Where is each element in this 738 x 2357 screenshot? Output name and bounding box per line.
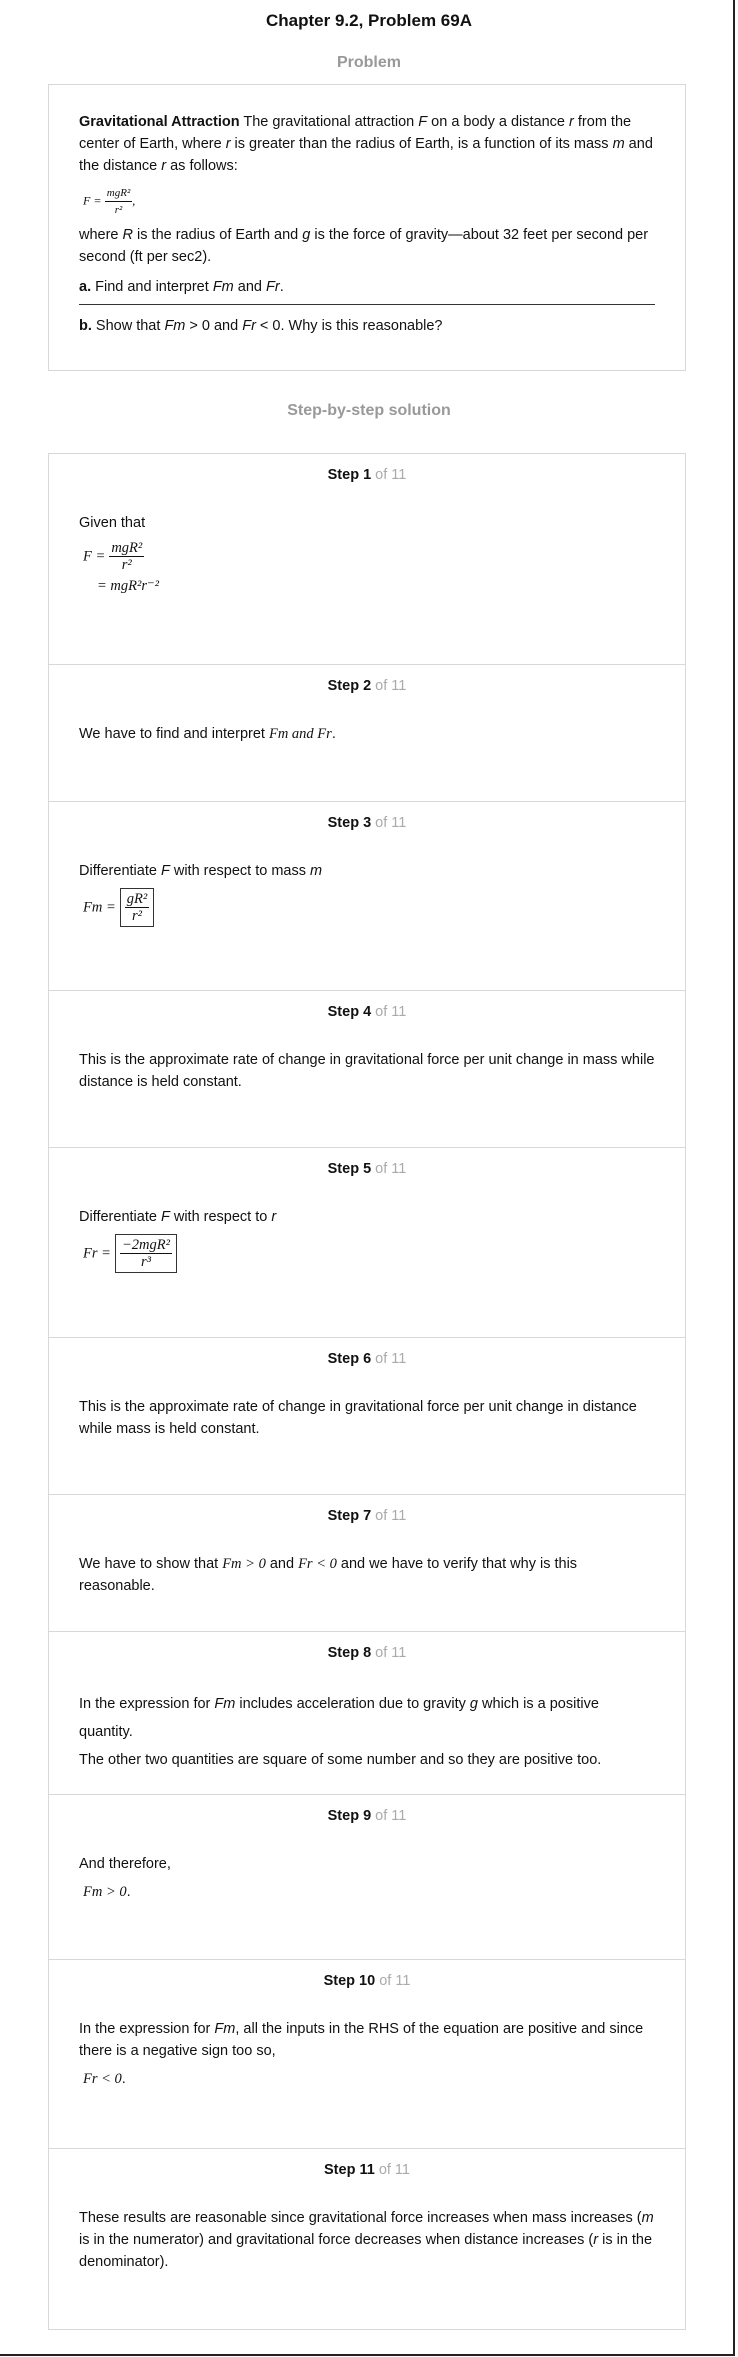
problem-text: Show that	[91, 318, 165, 334]
step-text: and	[265, 1556, 299, 1572]
step-count: of 11	[378, 2162, 410, 2178]
step-text: In the expression for	[79, 1696, 215, 1712]
step-header	[49, 464, 685, 486]
step-count: of 11	[375, 1004, 407, 1020]
problem-text: and the distance	[79, 136, 653, 174]
var-Fm: Fm	[212, 279, 234, 295]
eq-fraction	[109, 540, 144, 573]
step-text: is in the denominator).	[79, 2232, 653, 2270]
formula-den: r²	[114, 204, 123, 216]
step-text: , all the inputs in the RHS of the equation are positive and since there is a negative sign too so,	[79, 2021, 644, 2059]
problem-text: > 0 and	[185, 318, 243, 334]
step-header	[49, 1505, 685, 1527]
problem-where	[79, 224, 655, 268]
var-m: m	[612, 136, 625, 152]
step-2	[49, 665, 685, 802]
step-text	[79, 1690, 655, 1746]
var-R: R	[122, 227, 134, 243]
problem-statement	[79, 111, 655, 177]
var-g: g	[302, 227, 311, 243]
problem-text: on a body a distance	[427, 114, 570, 130]
var-r: r	[225, 136, 231, 152]
var-Fm: Fm	[214, 2021, 236, 2037]
step-header	[49, 675, 685, 697]
eq-fraction	[125, 891, 149, 924]
eq-den: r³	[140, 1254, 151, 1270]
step-text: .	[126, 1884, 131, 1900]
step-text: These results are reasonable since gravitational force increases when mass increases (	[79, 2210, 642, 2226]
step-count: of 11	[375, 678, 407, 694]
step-count: of 11	[379, 1973, 411, 1989]
problem-text: from the center of Earth, where	[79, 114, 632, 152]
step-text: Differentiate	[79, 863, 161, 879]
step-label: Step 2	[327, 678, 372, 694]
var-Fm: Fm	[214, 1696, 236, 1712]
step-text: And therefore,	[79, 1856, 171, 1872]
step-label: Step 10	[323, 1973, 376, 1989]
divider	[79, 304, 655, 305]
math-expr: Fr < 0	[298, 1556, 337, 1572]
step-text: .	[331, 726, 336, 742]
math-expr: Fm and Fr	[268, 726, 332, 742]
step-6	[49, 1338, 685, 1495]
step-header	[49, 1805, 685, 1827]
step-label: Step 8	[327, 1645, 372, 1661]
step-text	[79, 860, 655, 882]
math-expr: Fm > 0	[222, 1556, 266, 1572]
problem-text: where	[79, 227, 123, 243]
step-7	[49, 1495, 685, 1632]
step-count: of 11	[375, 1351, 407, 1367]
step-4	[49, 991, 685, 1148]
equation: = mgR²r⁻²	[97, 578, 159, 594]
step-header	[49, 2159, 685, 2181]
var-g: g	[469, 1696, 478, 1712]
step-count: of 11	[375, 815, 407, 831]
problem-box	[48, 84, 686, 371]
formula-num: mgR²	[105, 185, 132, 202]
step-text: This is the approximate rate of change in gravitational force per unit change in distance while mass is held constant.	[79, 1399, 637, 1437]
problem-text: The gravitational attraction	[239, 114, 419, 130]
problem-text: as follows:	[166, 158, 238, 174]
equation	[83, 888, 655, 927]
chapter-title: Chapter 9.2, Problem 69A	[266, 11, 472, 30]
equation	[83, 2068, 655, 2090]
step-label: Step 7	[327, 1508, 372, 1524]
step-header	[49, 1642, 685, 1664]
part-b-label: b.	[79, 318, 92, 334]
var-Fr: Fr	[266, 279, 280, 295]
step-text: is in the numerator) and gravitational force decreases when distance increases (	[79, 2232, 594, 2248]
step-label: Step 1	[327, 467, 372, 483]
var-m: m	[310, 863, 323, 879]
step-text	[79, 2018, 655, 2062]
var-m: m	[641, 2210, 654, 2226]
problem-text: .	[279, 279, 284, 295]
problem-text: < 0. Why is this reasonable?	[255, 318, 443, 334]
part-a-label: a.	[79, 279, 92, 295]
equation	[83, 1881, 655, 1903]
step-text: The other two quantities are square of some number and so they are positive too.	[79, 1752, 602, 1768]
eq-den: r²	[121, 557, 132, 573]
var-Fm: Fm	[164, 318, 186, 334]
step-text: includes acceleration due to gravity	[235, 1696, 470, 1712]
step-text: with respect to	[169, 1209, 272, 1225]
equation	[83, 540, 655, 573]
problem-text: Find and interpret	[91, 279, 213, 295]
step-count: of 11	[375, 1161, 407, 1177]
step-text: with respect to mass	[169, 863, 311, 879]
steps-box	[48, 453, 686, 2330]
eq-den: r²	[132, 908, 143, 924]
problem-text: and	[233, 279, 266, 295]
step-label: Step 4	[327, 1004, 372, 1020]
step-header	[49, 1001, 685, 1023]
part-b	[79, 315, 655, 337]
math-expr: Fm > 0	[83, 1884, 127, 1900]
step-header	[49, 1970, 685, 1992]
step-text: Given that	[79, 515, 146, 531]
eq-fraction	[120, 1237, 172, 1270]
problem-text: is greater than the radius of Earth, is a function of its mass	[230, 136, 613, 152]
equation	[83, 1234, 655, 1273]
step-label: Step 9	[327, 1808, 372, 1824]
step-text	[79, 1206, 655, 1228]
boxed-answer	[115, 1234, 177, 1273]
step-count: of 11	[375, 1645, 407, 1661]
var-F: F	[160, 863, 170, 879]
step-label: Step 6	[327, 1351, 372, 1367]
step-text: We have to find and interpret	[79, 726, 269, 742]
step-count: of 11	[375, 467, 407, 483]
formula-lhs: F =	[83, 193, 102, 208]
boxed-answer	[120, 888, 154, 927]
eq-num: gR²	[126, 891, 148, 907]
step-text: Differentiate	[79, 1209, 161, 1225]
var-r: r	[271, 1209, 277, 1225]
step-count: of 11	[375, 1508, 407, 1524]
step-label: Step 11	[324, 2162, 375, 2178]
var-Fr: Fr	[242, 318, 256, 334]
eq-num: mgR²	[111, 540, 143, 556]
solution-heading: Step-by-step solution	[287, 402, 451, 419]
step-10	[49, 1960, 685, 2149]
step-header	[49, 1348, 685, 1370]
var-F: F	[418, 114, 428, 130]
step-text: .	[121, 2071, 126, 2087]
step-text: and we have to verify that why is this reasonable.	[79, 1556, 578, 1594]
part-a	[79, 276, 655, 298]
step-5	[49, 1148, 685, 1338]
step-label: Step 5	[327, 1161, 372, 1177]
eq-lhs: Fr =	[83, 1245, 111, 1262]
formula-fraction	[105, 185, 132, 218]
var-r: r	[593, 2232, 599, 2248]
step-text: We have to show that	[79, 1556, 223, 1572]
step-text: In the expression for	[79, 2021, 215, 2037]
var-r: r	[569, 114, 574, 130]
eq-lhs: F =	[83, 548, 106, 565]
var-F: F	[160, 1209, 170, 1225]
step-text: This is the approximate rate of change in gravitational force per unit change in mass while distance is held constant.	[79, 1052, 655, 1090]
step-header	[49, 812, 685, 834]
math-expr: Fr < 0	[83, 2071, 122, 2087]
step-11	[49, 2149, 685, 2329]
problem-text: is the radius of Earth and	[133, 227, 303, 243]
problem-topic: Gravitational Attraction	[79, 114, 240, 130]
step-header	[49, 1158, 685, 1180]
problem-text: is the force of gravity—about 32 feet per second per second (ft per sec2).	[79, 227, 649, 265]
step-9	[49, 1795, 685, 1960]
step-label: Step 3	[327, 815, 372, 831]
step-3	[49, 802, 685, 991]
step-8	[49, 1632, 685, 1795]
step-text	[79, 2207, 655, 2273]
step-text: which is a positive quantity.	[79, 1696, 599, 1740]
step-count: of 11	[375, 1808, 407, 1824]
formula-tail: ,	[132, 193, 136, 208]
step-1	[49, 454, 685, 665]
problem-heading: Problem	[336, 54, 401, 71]
problem-formula	[83, 185, 655, 218]
eq-lhs: Fm =	[83, 899, 116, 916]
var-r: r	[161, 158, 167, 174]
eq-num: −2mgR²	[121, 1237, 170, 1253]
